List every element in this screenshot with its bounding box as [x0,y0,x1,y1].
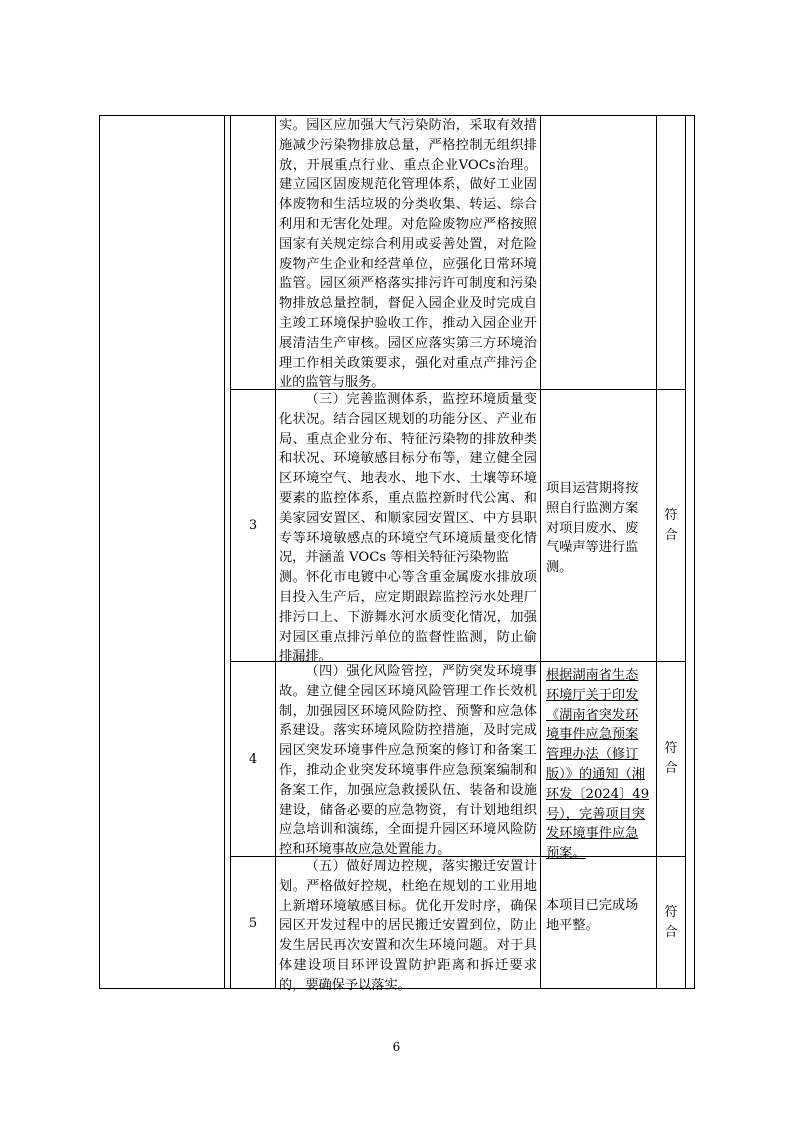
row-number: 4 [248,751,258,767]
row-note: 本项目已完成场地平整。 [546,898,639,933]
row-note [541,666,656,864]
note-text: 根据湖南省生态环境厅关于印发《湖南省突发环境事件应急预案管理办法（修订版）》的通知（湘环发〔2024〕49号），完善项目突发环境事件应急预案。 [546,668,650,862]
row-result [657,857,685,989]
table-row-content: （五）做好周边控规，落实搬迁安置计划。严格做好控规，杜绝在规划的工业用地上新增环境敏感目标。优化开发时序，确保园区开发过程中的居民搬迁安置到位，防止发生居民再次安置和次生环境问题。对于具体建设项目环评设置防护距离和拆迁要求的，要确保予以落实。 [279,859,537,993]
result-text: 符合 [664,905,678,940]
result-text: 符合 [664,507,678,543]
table-row-content [276,390,540,665]
row-result [657,662,685,856]
row-result [657,390,685,661]
table-row-content: （四）强化风险管控，严防突发环境事故。建立健全园区环境风险管理工作长效机制，加强园区环境风险防控、预警和应急体系建设。落实环境风险防控措施，及时完成园区突发环境事件应急预案的修订和备案工作，推动企业突发环境事件应急预案编制和备案工作，加强应急救援队伍、装备和设施建设，储备必要的应急物资，有计划地组织应急培训和演练，全面提升园区环境风险防控和环境事故应急处置能力。 [279,664,537,858]
content-paragraph: 测。怀化市电镀中心等含重金属废水排放项目投入生产后，应定期跟踪监控污水处理厂排污口上、下游舞水河水质变化情况，加强对园区重点排污单位的监督性监测，防止偷排漏排。 [279,570,537,665]
compliance-table [99,115,695,993]
row-number: 3 [248,518,258,533]
page-number: 6 [392,1040,401,1054]
col-divider [224,116,225,988]
result-text: 符合 [664,741,678,776]
row-number: 5 [248,915,258,931]
col-divider [685,116,686,988]
table-row-content: 实。园区应加强大气污染防治，采取有效措施减少污染物排放总量，严格控制无组织排放，开展重点行业、重点企业VOCs治理。建立园区固废规范化管理体系，做好工业固体废物和生活垃圾的分类收集、转运、综合利用和无害化处理。对危险废物应严格按照国家有关规定综合利用或妥善处置，对危险废物产生企业和经营单位，应强化日常环境监管。园区须严格落实排污许可制度和污染物排放总量控制，督促入园企业及时完成自主竣工环境保护验收工作，推动入园企业开展清洁生产审核。园区应落实第三方环境治理工作相关政策要求，强化对重点产排污企业的监管与服务。 [279,118,537,391]
content-paragraph: （三）完善监测体系，监控环境质量变化状况。结合园区规划的功能分区、产业布局、重点企业分布、特征污染物的排放种类和状况、环境敏感目标分布等，建立健全园区环境空气、地表水、地下水、土壤等环境要素的监控体系，重点监控新时代公寓、和美家园安置区、和顺家园安置区、中方县职专等环境敏感点的环境空气环境质量变化情况，并涵盖 VOCs 等相关特征污染物监 [279,392,537,566]
row-note: 项目运营期将按照自行监测方案对项目废水、废气噪声等进行监测。 [546,481,639,576]
